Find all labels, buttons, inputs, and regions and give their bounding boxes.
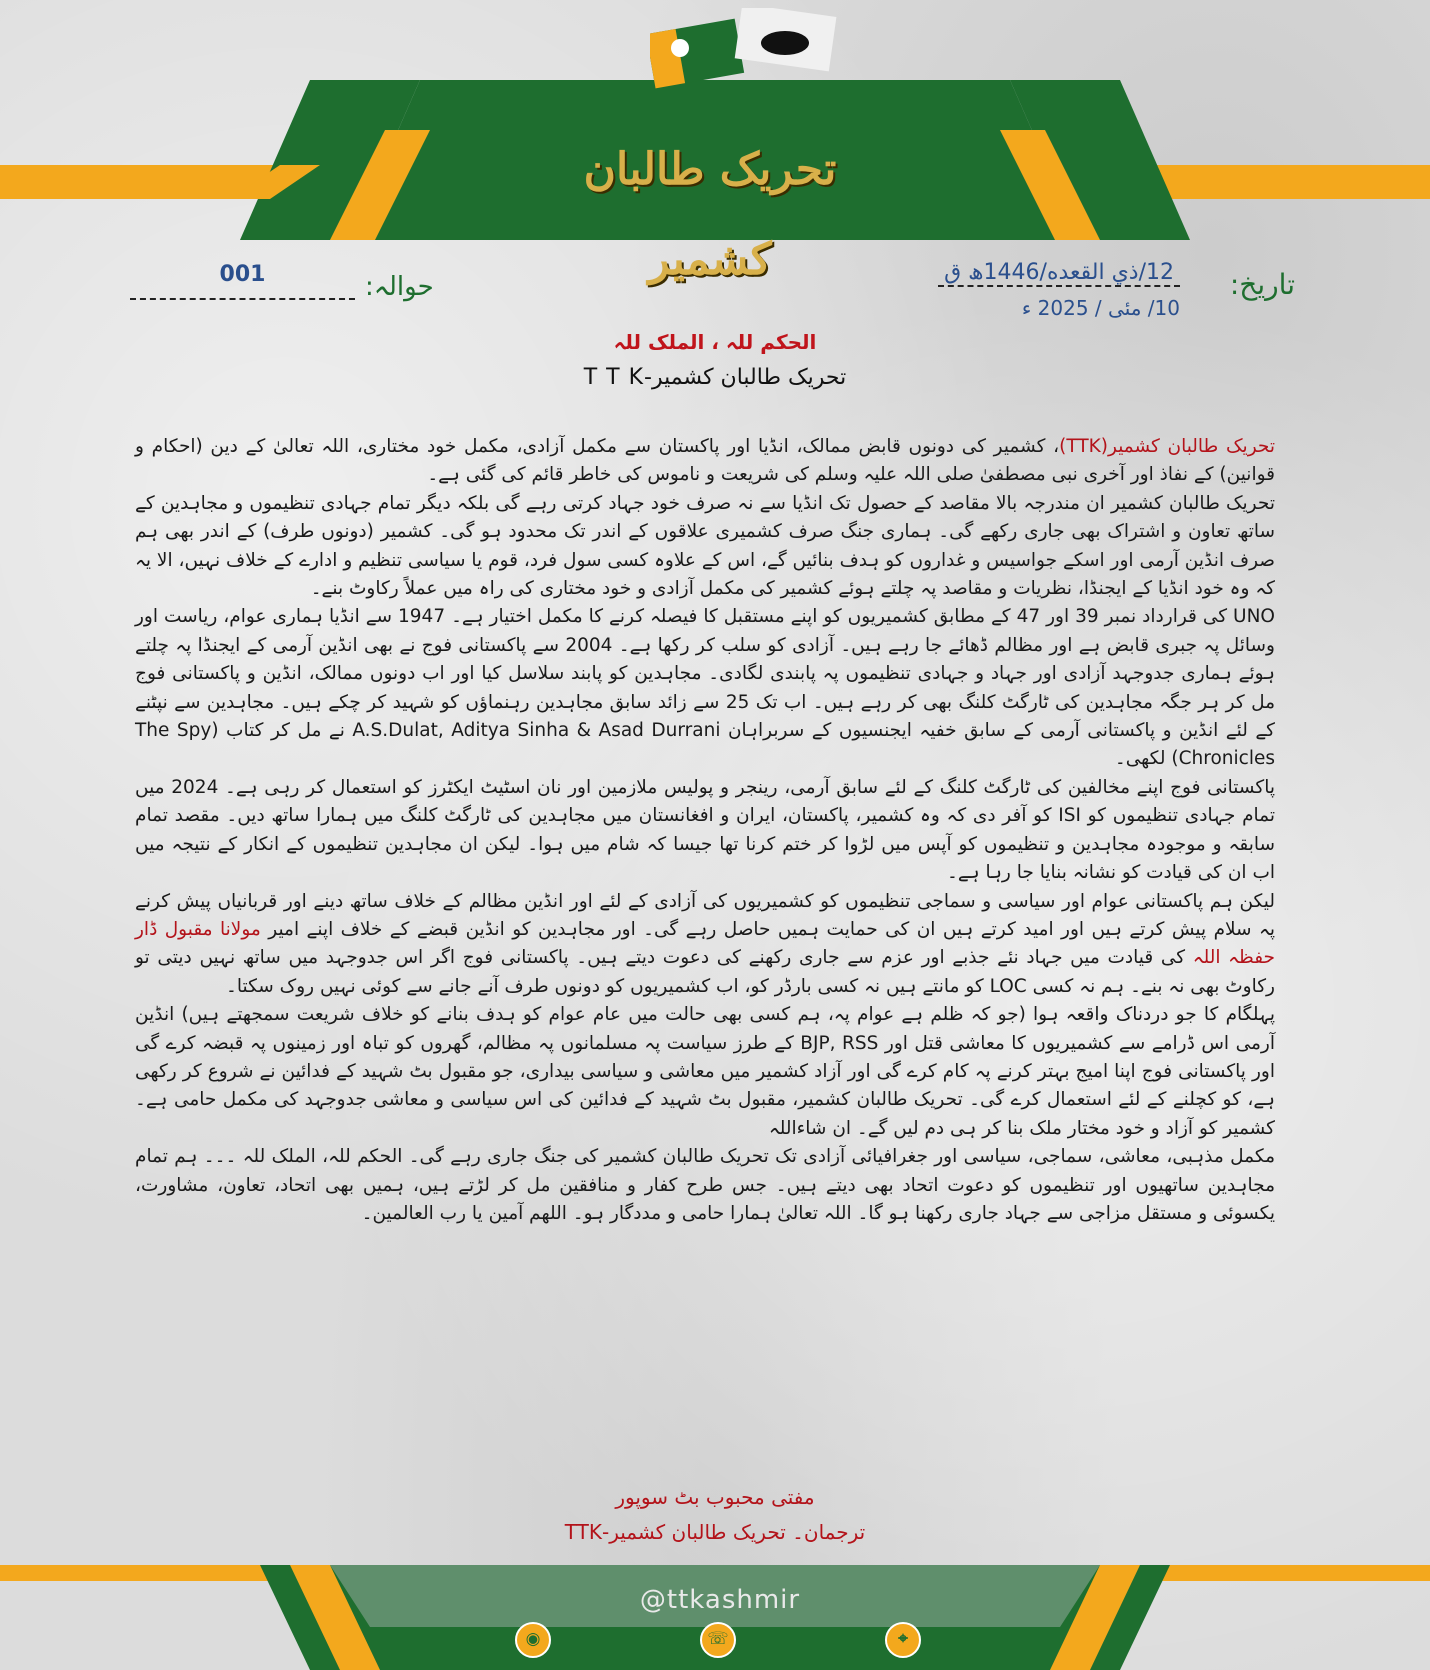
flag-graphic [650,8,840,98]
statement-body [135,433,1275,1473]
paragraph: تحریک طالبان کشمیر ان مندرجہ بالا مقاصد کے حصول تک انڈیا سے نہ صرف خود جہاد کرتی رہے گی بلکہ دیگر تمام جہادی تنظیموں و مجاہدین کے ساتھ تعاون و اشتراک بھی جاری رکھے گی۔ ہماری جنگ صرف کشمیری علاقوں کے اندر تک محدود ہو گی۔ کشمیر (دونوں طرف) کے اندر بھی ہم صرف انڈین آرمی اور اسکے جواسیس و غداروں کو ہدف بنائیں گے، اس کے علاوہ کسی سول فرد، قوم یا سیاسی تنظیم و ادارے کے خلاف نہیں، الا یہ کہ وہ خود انڈیا کے ایجنڈا، نظریات و مقاصد پہ چلتے ہوئے کشمیر کی مکمل آزادی و خود مختاری کی راہ میں عملاً رکاوٹ بنے۔ [135,492,1275,600]
web-icon[interactable]: ◉ [515,1622,551,1658]
leader-name-highlight: مولانا مقبول ڈار حفظہ اللہ [135,918,1275,969]
phone-icon[interactable]: ☏ [700,1622,736,1658]
paragraph-text: ، کشمیر کی دونوں قابض ممالک، انڈیا اور پاکستان سے مکمل آزادی، مکمل خود مختاری، اللہ تعالیٰ کے دین (احکام و قوانین) کے نفاذ اور آخری نبی مصطفیٰ صلی اللہ علیہ وسلم کی شریعت و ناموس کی خاطر قائم کی گئی ہے۔ [135,436,1275,486]
date-gregorian: 10/ مئی / 2025 ء [1021,296,1180,320]
paragraph: پہلگام کا جو دردناک واقعہ ہوا (جو کہ ظلم ہے عوام پہ، ہم کسی بھی حالت میں عام عوام کو ہدف بنانے کو خلاف شریعت سمجھتے ہیں) انڈین آرمی اس ڈرامے سے کشمیریوں کا معاشی قتل اور BJP, RSS کے طرز سیاست پہ مسلمانوں پہ مظالم، گھروں کو تباہ اور زمینوں پہ قبضہ کرے گی اور پاکستانی فوج اپنا امیج بہتر کرنے پہ کام کرے گی اور آزاد کشمیر میں معاشی و سیاسی بیداری، جو مقبول بٹ شہید کے فدائین نے شروع کر رکھی ہے، کو کچلنے کے لئے استعمال کرے گی۔ تحریک طالبان کشمیر، مقبول بٹ شہید کے فدائین کی اس سیاسی و معاشی جدوجہد کی مکمل حامی ہے۔ کشمیر کو آزاد و خود مختار ملک بنا کر ہی دم لیں گے۔ ان شاءاللہ [135,1004,1276,1139]
paragraph: UNO کی قرارداد نمبر 39 اور 47 کے مطابق کشمیریوں کو اپنے مستقبل کا فیصلہ کرنے کا مکمل اختیار ہے۔ 1947 سے انڈیا ہماری عوام، ریاست اور وسائل پہ جبری قابض ہے اور مظالم ڈھائے جا رہے ہیں۔ آزادی کو سلب کر رکھا ہے۔ 2004 سے پاکستانی فوج نے بھی انڈین آرمی کے ایجنڈا پہ چلتے ہوئے ہماری جدوجہد آزادی اور جہاد و جہادی تنظیموں پہ پابندی لگادی۔ مجاہدین کو پابند سلاسل کیا اور اب دونوں ممالک، انڈین و پاکستانی فوج مل کر ہر جگہ مجاہدین کی ٹارگٹ کلنگ بھی کر رہے ہیں۔ اب تک 25 سے زائد سابق مجاہدین رہنماؤں کو شہید کر چکے ہیں۔ مجاہدین سے نپٹنے کے لئے انڈین و پاکستانی آرمی کے سابق خفیہ ایجنسیوں کے سربراہان A.S.Dulat, Aditya Sinha & Asad Durrani نے مل کر کتاب (The Spy Chronicles) لکھی۔ [135,606,1275,770]
paragraph: پاکستانی فوج اپنے مخالفین کی ٹارگٹ کلنگ کے لئے سابق آرمی، رینجر و پولیس ملازمین اور نان اسٹیٹ ایکٹرز کو استعمال کر رہی ہے۔ 2024 میں تمام جہادی تنظیموں کو ISI کو آفر دی کہ وہ کشمیر، پاکستان، ایران و افغانستان میں مجاہدین کی ٹارگٹ کلنگ میں ہمارا ساتھ دیں۔ مقصد تمام سابقہ و موجودہ مجاہدین و تنظیموں کو آپس میں لڑوا کر ختم کرنا تھا جیسا کہ شام میں ہوا۔ لیکن ان مجاہدین تنظیموں کے انکار کے نتیجہ میں اب ان کی قیادت کو نشانہ بنایا جا رہا ہے۔ [135,776,1276,884]
paragraph [135,433,1275,490]
date-hijri: 12/ذي القعده/1446ھ ق [938,260,1180,287]
org-name-highlight: تحریک طالبان کشمیر(TTK) [1059,436,1275,457]
organization-heading: تحریک طالبان کشمیر-T T K [583,365,847,390]
paragraph-text: کی قیادت میں جہاد نئے جذبے اور عزم سے جاری رکھنے کی دعوت دیتے ہیں۔ پاکستانی فوج اگر اس جدوجہد میں ساتھ نہیں دیتی تو رکاوٹ بھی نہ بنے۔ ہم نہ کسی LOC کو مانتے ہیں نہ کسی بارڈر کو، اب کشمیریوں کو دونوں طرف آنے جانے سے کوئی نہیں روک سکتا۔ [135,947,1275,997]
reference-number: 001 [219,262,266,287]
reference-field [130,262,355,300]
signatory-name: مفتی محبوب بٹ سوپور [615,1485,815,1509]
paragraph: مکمل مذہبی، معاشی، سماجی، سیاسی اور جغرافیائی آزادی تک تحریک طالبان کشمیر کی جنگ جاری رہے گی۔ الحکم للہ، الملک للہ ۔۔۔ ہم تمام مجاہدین ساتھیوں اور تنظیموں کو دعوت اتحاد بھی دیتے ہیں۔ جس طرح کفار و منافقین مل کر لڑتے ہیں، ہمیں بھی اتحاد، تعاون، مشاورت، یکسوئی و مستقل مزاجی سے جہاد جاری رکھنا ہو گا۔ اللہ تعالیٰ ہمارا حامی و مددگار ہو۔ اللهم آمين يا رب العالمين۔ [135,1146,1275,1224]
social-handle[interactable]: @ttkashmir [639,1585,801,1615]
location-icon[interactable]: ⌖ [885,1622,921,1658]
slogan-heading: الحکم للہ ، الملک للہ [613,330,817,354]
date-label: تاریخ: [1229,268,1295,301]
logo-title: تحریک طالبان کشمیر [583,144,837,285]
signatory-title: ترجمان۔ تحریک طالبان کشمیر-TTK [564,1520,866,1544]
paragraph-text: لیکن ہم پاکستانی عوام اور سیاسی و سماجی تنظیموں کو کشمیریوں کی آزادی کے لئے اور انڈین مظالم کے خلاف ساتھ دینے اور قربانیاں پیش کرنے پہ سلام پیش کرتے ہیں اور امید کرتے ہیں ان کی حمایت ہمیں حاصل رہے گی۔ اور مجاہدین کو انڈین قبضے کے خلاف اپنے امیر [135,890,1275,940]
paragraph [135,888,1275,1002]
reference-label: حوالہ: [365,272,434,302]
